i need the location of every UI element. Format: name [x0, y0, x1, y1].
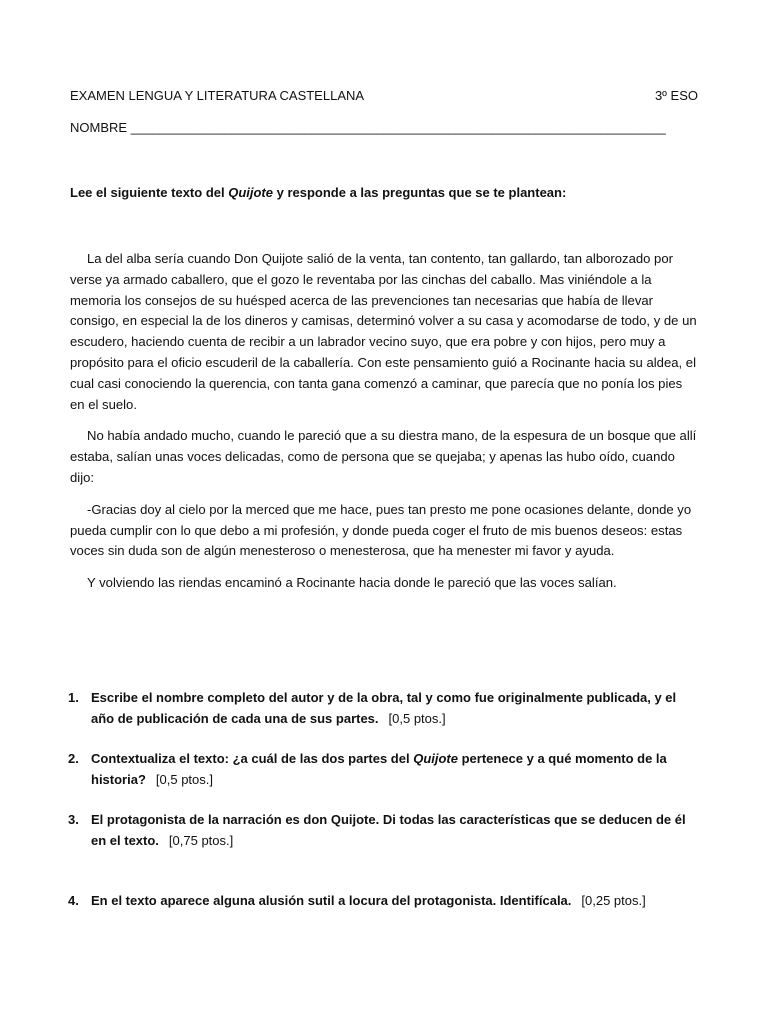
passage	[70, 249, 698, 605]
name-field	[70, 120, 688, 135]
question-number: 1.	[68, 690, 79, 705]
question-points: [0,25 ptos.]	[581, 893, 646, 908]
question-3	[68, 810, 698, 851]
question-number: 4.	[68, 893, 79, 908]
question-points: [0,5 ptos.]	[155, 771, 213, 787]
work-title: Quijote	[228, 185, 273, 200]
question-number: 2.	[68, 751, 79, 766]
question-text: El protagonista de la narración es don Quijote. Di todas las características que se deducen de él en el texto.	[91, 812, 686, 848]
question-text: En el texto aparece alguna alusión sutil a locura del protagonista. Identifícala.	[91, 893, 572, 908]
question-work-title: Quijote	[413, 751, 458, 766]
instructions-text-start: Lee el siguiente texto del	[70, 185, 229, 200]
question-list	[68, 688, 698, 912]
question-points: [0,5 ptos.]	[388, 710, 446, 726]
exam-title: EXAMEN LENGUA Y LITERATURA CASTELLANA	[70, 88, 365, 103]
name-line: __________________________________________________________________________	[130, 120, 666, 135]
course-label: 3º ESO	[654, 88, 698, 103]
question-number: 3.	[68, 812, 79, 827]
passage-paragraph: No había andado mucho, cuando le pareció que a su diestra mano, de la espesura de un bosque que allí estaba, salían unas voces delicadas, como de persona que se quejaba; y apenas las hubo oído, cuando dijo:	[70, 428, 697, 485]
instructions	[70, 185, 566, 200]
question-text: Escribe el nombre completo del autor y de la obra, tal y como fue originalmente publicada, y el año de publicación de cada una de sus partes.	[91, 690, 677, 726]
name-label: NOMBRE	[70, 120, 128, 135]
question-text: Contextualiza el texto: ¿a cuál de las dos partes del	[91, 751, 414, 766]
question-points: [0,75 ptos.]	[168, 832, 234, 848]
passage-paragraph: Y volviendo las riendas encaminó a Rocinante hacia donde le pareció que las voces salían.	[87, 575, 617, 591]
question-2	[68, 749, 698, 790]
passage-paragraph: La del alba sería cuando Don Quijote salió de la venta, tan contento, tan gallardo, tan alborozado por verse ya armado caballero, que el gozo le reventaba por las cinchas del caballo. Mas viniéndole a la memoria los consejos de su huésped acerca de las prevenciones tan necesarias que había de llevar consigo, en especial la de los dineros y camisas, determinó volver a su casa y acomodarse de todo, y de un escudero, haciendo cuenta de recibir a un labrador vecino suyo, que era pobre y con hijos, pero muy a propósito para el oficio escuderil de la caballería. Con este pensamiento guió a Rocinante hacia su aldea, el cual casi conociendo la querencia, con tanta gana comenzó a caminar, que parecía que no ponía los pies en el suelo.	[70, 251, 697, 412]
exam-header	[70, 88, 698, 103]
passage-paragraph: -Gracias doy al cielo por la merced que me hace, pues tan presto me pone ocasiones delante, donde yo pueda cumplir con lo que debo a mi profesión, y donde pueda coger el fruto de mis buenos deseos: estas voces sin duda son de algún menesteroso o menesterosa, que ha menester mi favor y ayuda.	[70, 501, 692, 559]
question-text-end: pertenece y a qué momento de la historia?	[91, 751, 667, 787]
question-4	[68, 891, 698, 912]
instructions-text-end: y responde a las preguntas que se te plantean:	[273, 185, 567, 200]
question-1	[68, 688, 698, 729]
